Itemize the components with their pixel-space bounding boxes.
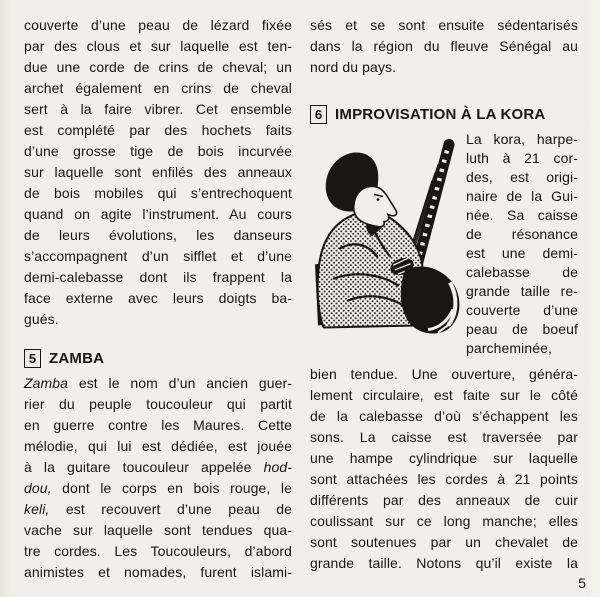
text-line: dou, dont le corps en bois rouge, le: [24, 480, 292, 496]
text-line: vache sur laquelle sont tendues qua-: [24, 522, 292, 538]
text-line: différents par des anneaux de cuir: [310, 492, 578, 508]
right-column: [310, 15, 578, 574]
text-line: archet également en crins de cheval: [24, 80, 292, 96]
text-line: sont attachées les cordes à 21 points: [310, 471, 578, 487]
text-line: de bois mobiles qui s’entrechoquent: [24, 185, 292, 201]
text-line: des, est origi-: [466, 169, 578, 185]
text-line: luth à 21 cor-: [466, 150, 578, 166]
text-line: grande taille. Notons qu’il existe la: [310, 555, 578, 571]
text-line: parcheminée,: [466, 340, 553, 356]
paragraph-zamba: [24, 373, 292, 583]
text-line: bien tendue. Une ouverture, généra-: [310, 366, 578, 382]
section-heading-kora: [310, 102, 578, 126]
text-line: grande taille re-: [466, 283, 578, 299]
track-number-box: 6: [310, 105, 327, 124]
text-line: face externe avec leurs doigts ba-: [24, 290, 292, 306]
text-line: mélodie, qui lui est dédiée, est jouée: [24, 438, 292, 454]
text-line: peau de boeuf: [466, 321, 578, 337]
text-line: couverte d’une: [466, 302, 578, 318]
paragraph-continuation: [24, 15, 292, 330]
text-line: naire de la Gui-: [466, 188, 578, 204]
text-line: lement circulaire, est faite sur le côté: [310, 387, 578, 403]
text-line: est une demi-: [466, 245, 578, 261]
kora-player-illustration: [310, 130, 462, 336]
figure-with-text-wrap: [310, 130, 578, 358]
text-line: animistes et nomades, furent islami-: [24, 564, 292, 580]
text-line: gués.: [24, 311, 59, 327]
text-line: sur laquelle sont enfilés des anneaux: [24, 164, 292, 180]
text-line: dans la région du fleuve Sénégal au: [310, 38, 578, 54]
text-line: couverte d’une peau de lézard fixée: [24, 17, 292, 33]
text-line: sert à la faire vibrer. Cet ensemble: [24, 101, 292, 117]
text-line: demi-calebasse dont ils frappent la: [24, 269, 292, 285]
text-line: née. Sa caisse: [466, 207, 578, 223]
text-line: quand on agite l’instrument. Au cours: [24, 206, 292, 222]
text-line: rier du peuple toucouleur qui partit: [24, 396, 292, 412]
section-title: ZAMBA: [49, 349, 105, 367]
text-line: due une corde de crins de cheval; un: [24, 59, 292, 75]
text-line: sons. La caisse est traversée par: [310, 429, 578, 445]
text-line: en guerre contre les Maures. Cette: [24, 417, 292, 433]
text-line: est complété par des hochets faits: [24, 122, 292, 138]
text-line: s’accompagnent d’un sifflet et d’une: [24, 248, 292, 264]
page-number: 5: [578, 575, 586, 591]
section-title: IMPROVISATION À LA KORA: [335, 105, 546, 123]
text-line: par des clous et sur laquelle est ten-: [24, 38, 292, 54]
text-line: coulissant sur ce long manche; elles: [310, 513, 578, 529]
section-heading-zamba: [24, 346, 292, 370]
text-line: de résonance: [466, 226, 578, 242]
text-line: sés et se sont ensuite sédentarisés: [310, 17, 578, 33]
text-line: nord du pays.: [310, 59, 397, 75]
text-line: Zamba est le nom d’un ancien guer-: [24, 375, 292, 391]
text-line: keli, est recouvert d’une peau de: [24, 501, 292, 517]
text-line: à la guitare toucouleur appelée hod-: [24, 459, 292, 475]
paragraph-continuation: [310, 15, 578, 78]
text-line: sont soutenues par un chevalet de: [310, 534, 578, 550]
text-line: tre cordes. Les Toucouleurs, d’abord: [24, 543, 292, 559]
text-line: d’une grosse tige de bois incurvée: [24, 143, 292, 159]
text-line: La kora, harpe-: [466, 131, 578, 147]
text-line: calebasse de: [466, 264, 578, 280]
wrapped-text: [466, 130, 578, 358]
text-line: une hampe cylindrique sur laquelle: [310, 450, 578, 466]
text-line: de leurs évolutions, les danseurs: [24, 227, 292, 243]
track-number-box: 5: [24, 349, 41, 368]
text-line: de la calebasse d’où s’échappent les: [310, 408, 578, 424]
left-column: [24, 15, 292, 583]
paragraph-kora: [310, 364, 578, 574]
